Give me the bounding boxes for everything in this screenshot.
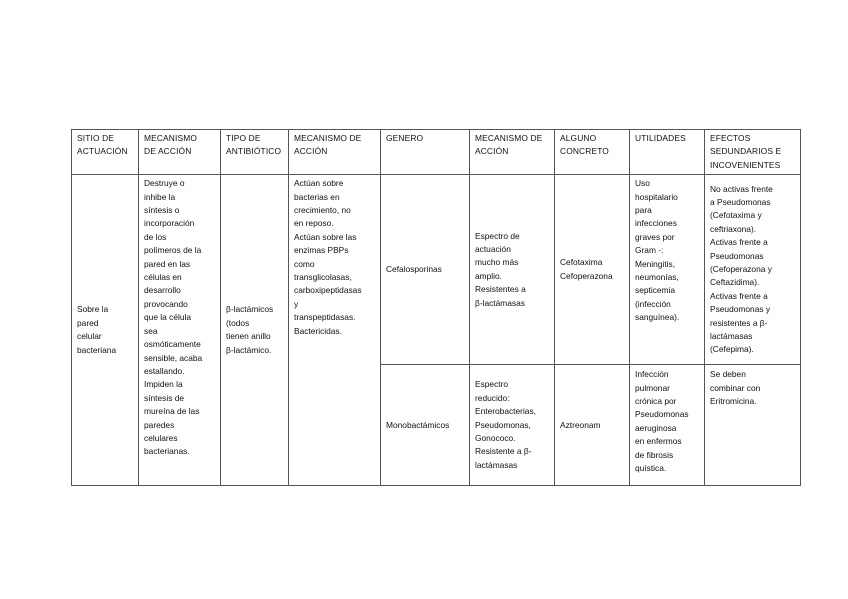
header-row	[72, 130, 801, 175]
header-utilidades: UTILIDADES	[630, 130, 705, 175]
cell-efectos: Se deben combinar con Eritromicina.	[705, 365, 801, 486]
header-mecanismo-3: MECANISMO DE ACCIÓN	[470, 130, 555, 175]
header-mecanismo-2: MECANISMO DE ACCIÓN	[289, 130, 381, 175]
cell-mecanismo: Destruye o inhibe la síntesis o incorporación de los polímeros de la pared en las células en desarrollo provocando que la célula sea osmóticamente sensible, acaba estallando. Impiden la síntesis de mureína de las paredes celulares bacterianas.	[139, 175, 221, 486]
header-efectos: EFECTOS SEDUNDARIOS E INCOVENIENTES	[705, 130, 801, 175]
cell-mecanismo-3: Espectro reducido: Enterobacterias, Pseudomonas, Gonococo. Resistente a β- lactámasas	[470, 365, 555, 486]
cell-sitio: Sobre la pared celular bacteriana	[72, 175, 139, 486]
header-concreto: ALGUNO CONCRETO	[555, 130, 630, 175]
header-sitio: SITIO DE ACTUACIÓN	[72, 130, 139, 175]
cell-mecanismo-2: Actúan sobre bacterias en crecimiento, no en reposo. Actúan sobre las enzimas PBPs como transglicolasas, carboxipeptidasas y transpeptidasas. Bactericidas.	[289, 175, 381, 486]
cell-genero: Cefalosporinas	[381, 175, 470, 365]
cell-mecanismo-3: Espectro de actuación mucho más amplio. Resistentes a β-lactámasas	[470, 175, 555, 365]
cell-concreto: Aztreonam	[555, 365, 630, 486]
header-tipo: TIPO DE ANTIBIÓTICO	[221, 130, 289, 175]
cell-utilidades: Uso hospitalario para infecciones graves por Gram -: Meningitis, neumonías, septicemia (infección sanguínea).	[630, 175, 705, 365]
table-row-cefalosporinas	[72, 175, 801, 365]
antibiotics-table	[71, 129, 801, 486]
cell-efectos: No activas frente a Pseudomonas (Cefotaxima y ceftriaxona). Activas frente a Pseudomonas (Cefoperazona y Ceftazidima). Activas frente a Pseudomonas y resistentes a β- lactámasas (Cefepima).	[705, 175, 801, 365]
cell-utilidades: Infección pulmonar crónica por Pseudomonas aeruginosa en enfermos de fibrosis quística.	[630, 365, 705, 486]
header-genero: GENERO	[381, 130, 470, 175]
header-mecanismo: MECANISMO DE ACCIÓN	[139, 130, 221, 175]
cell-genero: Monobactámicos	[381, 365, 470, 486]
cell-concreto: Cefotaxima Cefoperazona	[555, 175, 630, 365]
cell-tipo: β-lactámicos (todos tienen anillo β-lactámico.	[221, 175, 289, 486]
